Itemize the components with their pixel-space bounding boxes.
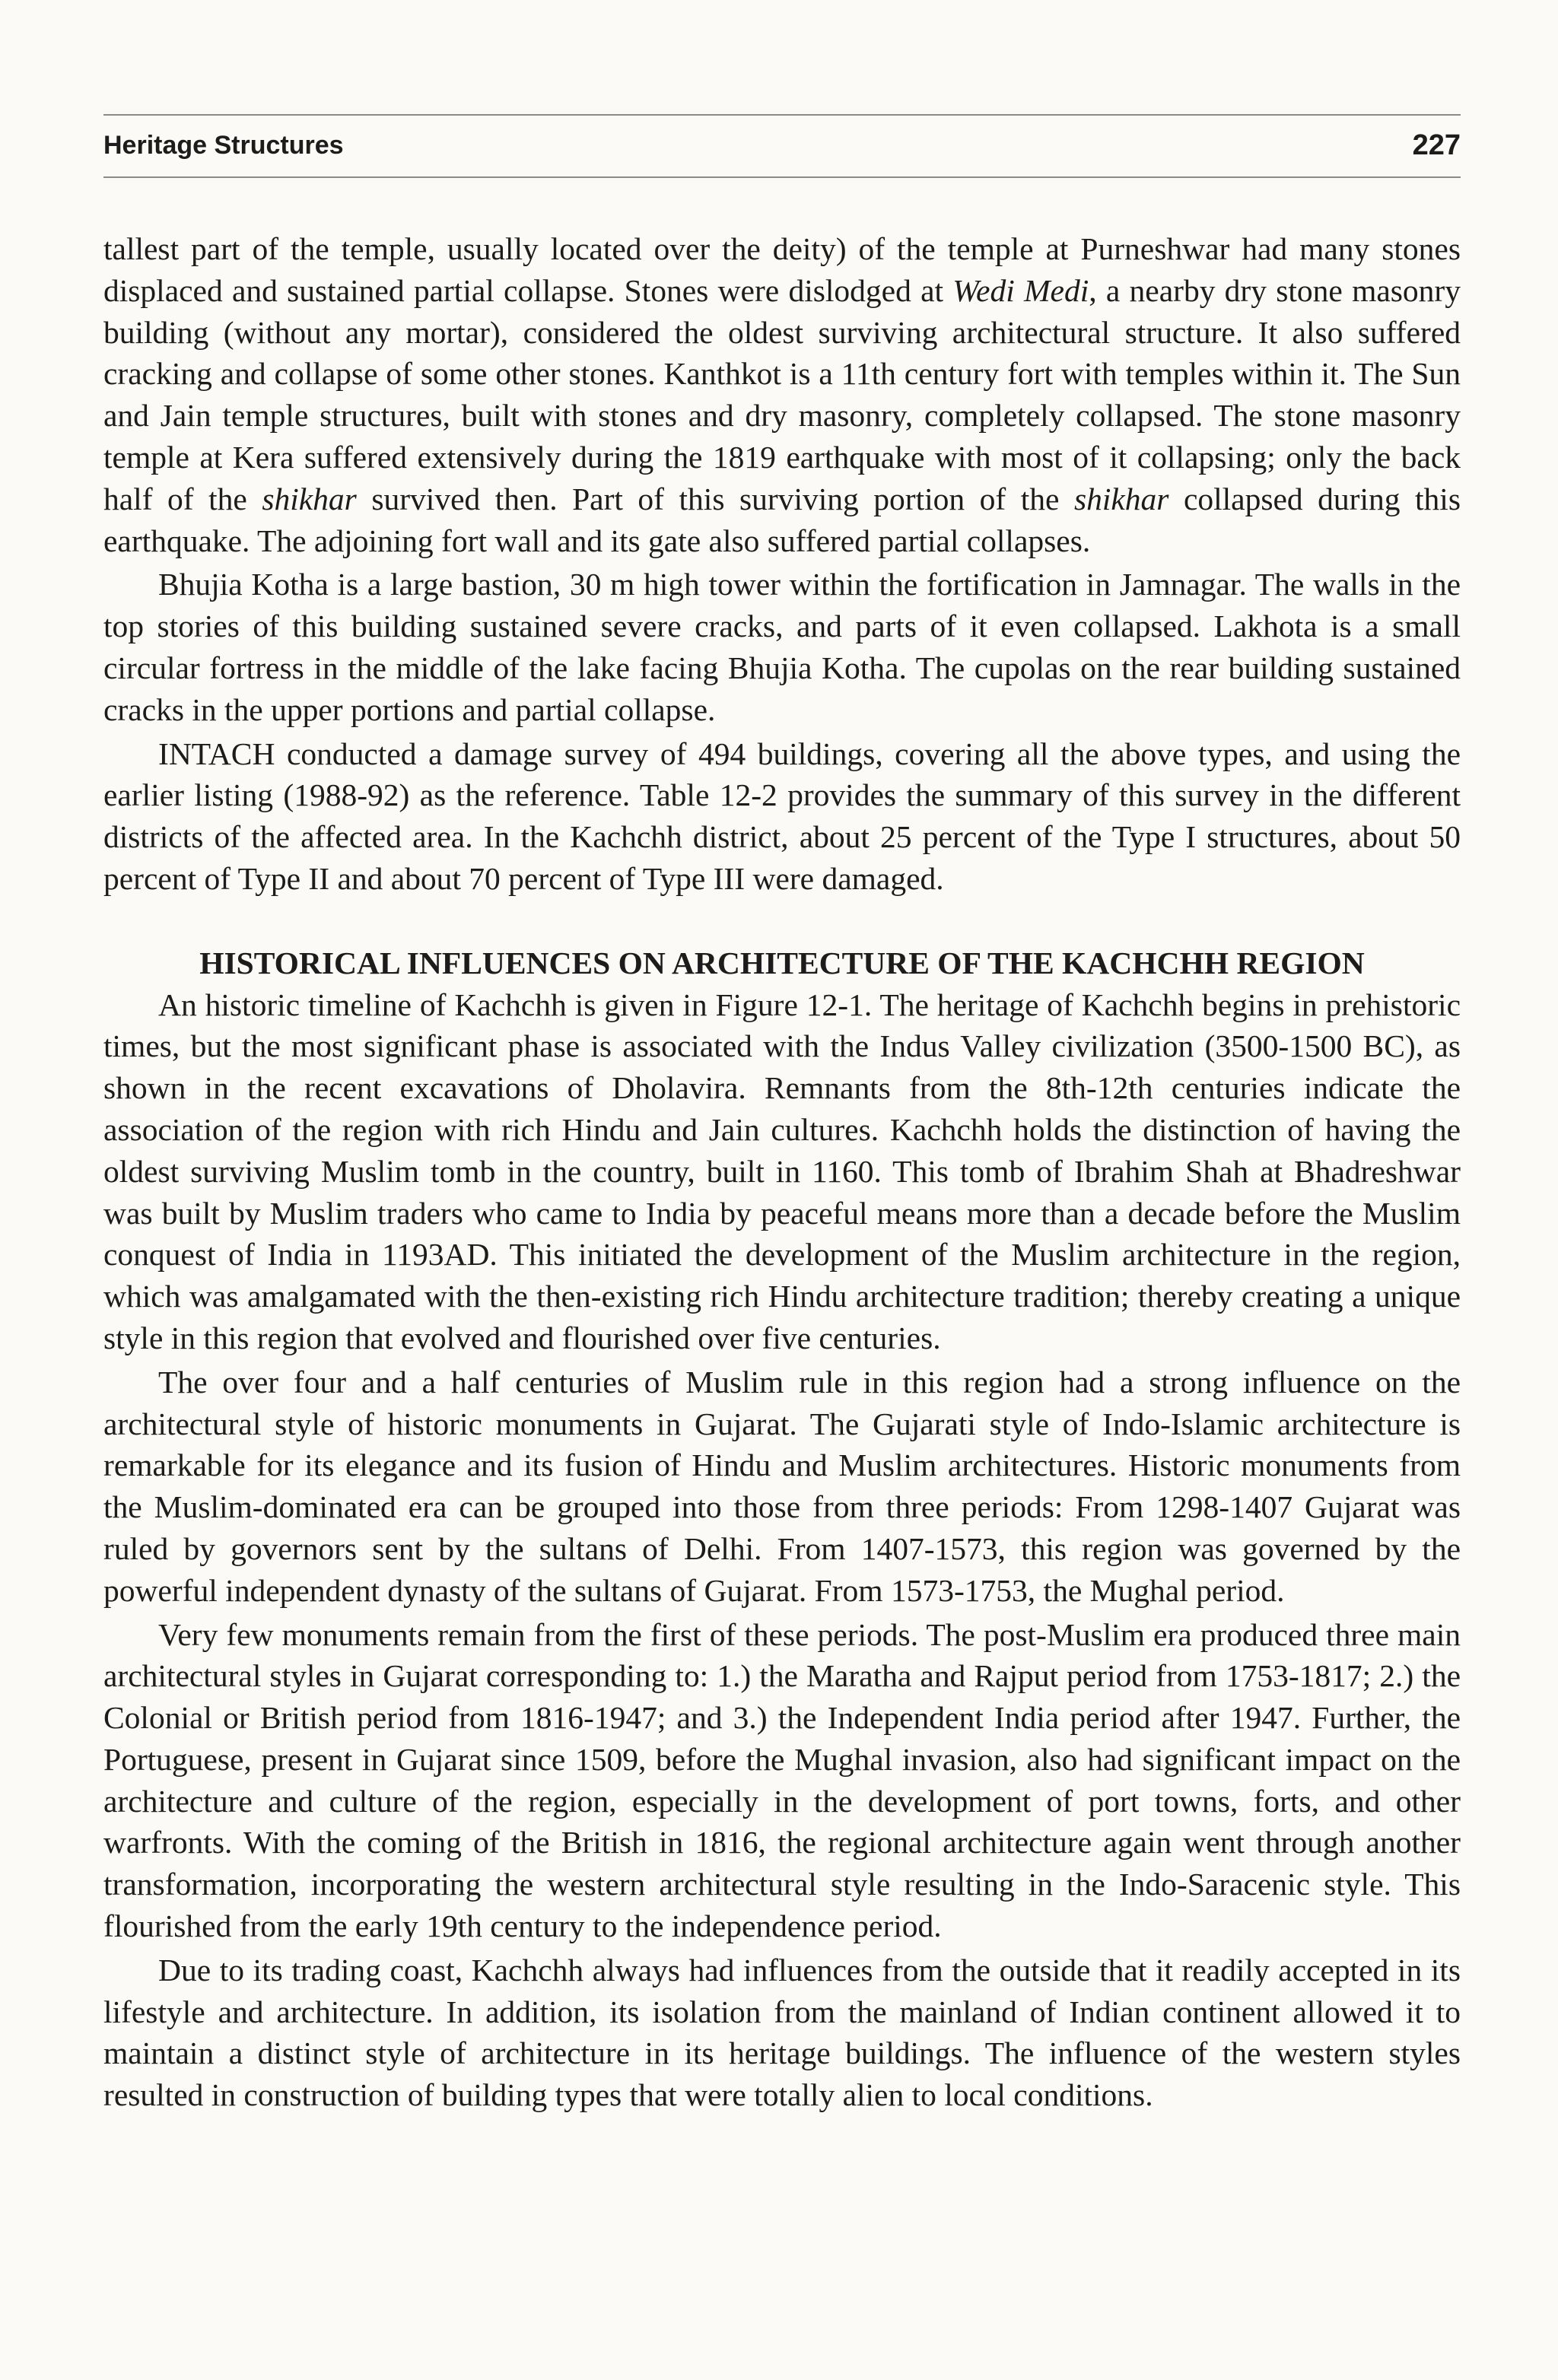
text-run: survived then. Part of this surviving portion of the <box>356 481 1074 516</box>
paragraph-post-muslim-era: Very few monuments remain from the first of these periods. The post-Muslim era produced three main architectural styles in Gujarat corresponding to: 1.) the Maratha and Rajput period from 1753-1817; 2.) the Colonial or British period from 1816-1947; and 3.) the Independent India period after 1947. Further, the Portuguese, present in Gujarat since 1509, before the Mughal invasion, also had significant impact on the architecture and culture of the region, especially in the development of port towns, forts, and other warfronts. With the coming of the British in 1816, the regional architecture again went through another transformation, incorporating the western architectural style resulting in the Indo-Saracenic style. This flourished from the early 19th century to the independence period. <box>103 1616 1461 1944</box>
header-bottom-rule <box>103 176 1461 178</box>
paragraph-intach-survey: INTACH conducted a damage survey of 494 buildings, covering all the above types, and using the earlier listing (1988-92) as the reference. Table 12-2 provides the summary of this survey in the different districts of the affected area. In the Kachchh district, about 25 percent of the Type I structures, about 50 percent of Type II and about 70 percent of Type III were damaged. <box>103 736 1461 896</box>
page-number: 227 <box>1412 129 1461 161</box>
italic-term: shikhar <box>262 481 357 516</box>
text-run: collapsed during this earthquake. The adjoining fort wall and its gate also suffered partial collapses. <box>103 481 1461 558</box>
running-header <box>103 122 1461 169</box>
italic-term: Wedi Medi <box>952 272 1089 308</box>
body-text <box>103 228 1461 2118</box>
paragraph-muslim-rule: The over four and a half centuries of Muslim rule in this region had a strong influence on the architectural style of historic monuments in Gujarat. The Gujarati style of Indo-Islamic architecture is remarkable for its elegance and its fusion of Hindu and Muslim architectures. Historic monuments from the Muslim-dominated era can be grouped into those from three periods: From 1298-1407 Gujarat was ruled by governors sent by the sultans of Delhi. From 1407-1573, this region was governed by the powerful independent dynasty of the sultans of Gujarat. From 1573-1753, the Mughal period. <box>103 1364 1461 1608</box>
header-top-rule <box>103 114 1461 116</box>
paragraph-trading-coast: Due to its trading coast, Kachchh always had influences from the outside that it readily accepted in its lifestyle and architecture. In addition, its isolation from the mainland of Indian continent allowed it to maintain a distinct style of architecture in its heritage buildings. The influence of the western styles resulted in construction of building types that were totally alien to local conditions. <box>103 1952 1461 2113</box>
paragraph-continued <box>103 228 1461 561</box>
text-run: tallest part of the temple, usually located over the deity) of the temple at Purneshwar had many stones displaced and sustained partial collapse. Stones were dislodged at <box>103 231 1461 308</box>
italic-term: shikhar <box>1073 481 1169 516</box>
paragraph-bhujia-kotha: Bhujia Kotha is a large bastion, 30 m high tower within the fortification in Jamnagar. The walls in the top stories of this building sustained severe cracks, and parts of it even collapsed. Lakhota is a small circular fortress in the middle of the lake facing Bhujia Kotha. The cupolas on the rear building sustained cracks in the upper portions and partial collapse. <box>103 567 1461 727</box>
text-run: , a nearby dry stone masonry building (without any mortar), considered the oldest surviving architectural structure. It also suffered cracking and collapse of some other stones. Kanthkot is a 11th century fort with temples within it. The Sun and Jain temple structures, built with stones and dry masonry, completely collapsed. The stone masonry temple at Kera suffered extensively during the 1819 earthquake with most of it collapsing; only the back half of the <box>103 272 1461 516</box>
running-title: Heritage Structures <box>103 130 344 160</box>
paragraph-timeline: An historic timeline of Kachchh is given in Figure 12-1. The heritage of Kachchh begins in prehistoric times, but the most significant phase is associated with the Indus Valley civilization (3500-1500 BC), as shown in the recent excavations of Dholavira. Remnants from the 8th-12th centuries indicate the association of the region with rich Hindu and Jain cultures. Kachchh holds the distinction of having the oldest surviving Muslim tomb in the country, built in 1160. This tomb of Ibrahim Shah at Bhadreshwar was built by Muslim traders who came to India by peaceful means more than a decade before the Muslim conquest of India in 1193AD. This initiated the development of the Muslim architecture in the region, which was amalgamated with the then-existing rich Hindu architecture tradition; thereby creating a unique style in this region that evolved and flourished over five centuries. <box>103 987 1461 1355</box>
section-heading: HISTORICAL INFLUENCES ON ARCHITECTURE OF THE KACHCHH REGION <box>199 945 1365 980</box>
